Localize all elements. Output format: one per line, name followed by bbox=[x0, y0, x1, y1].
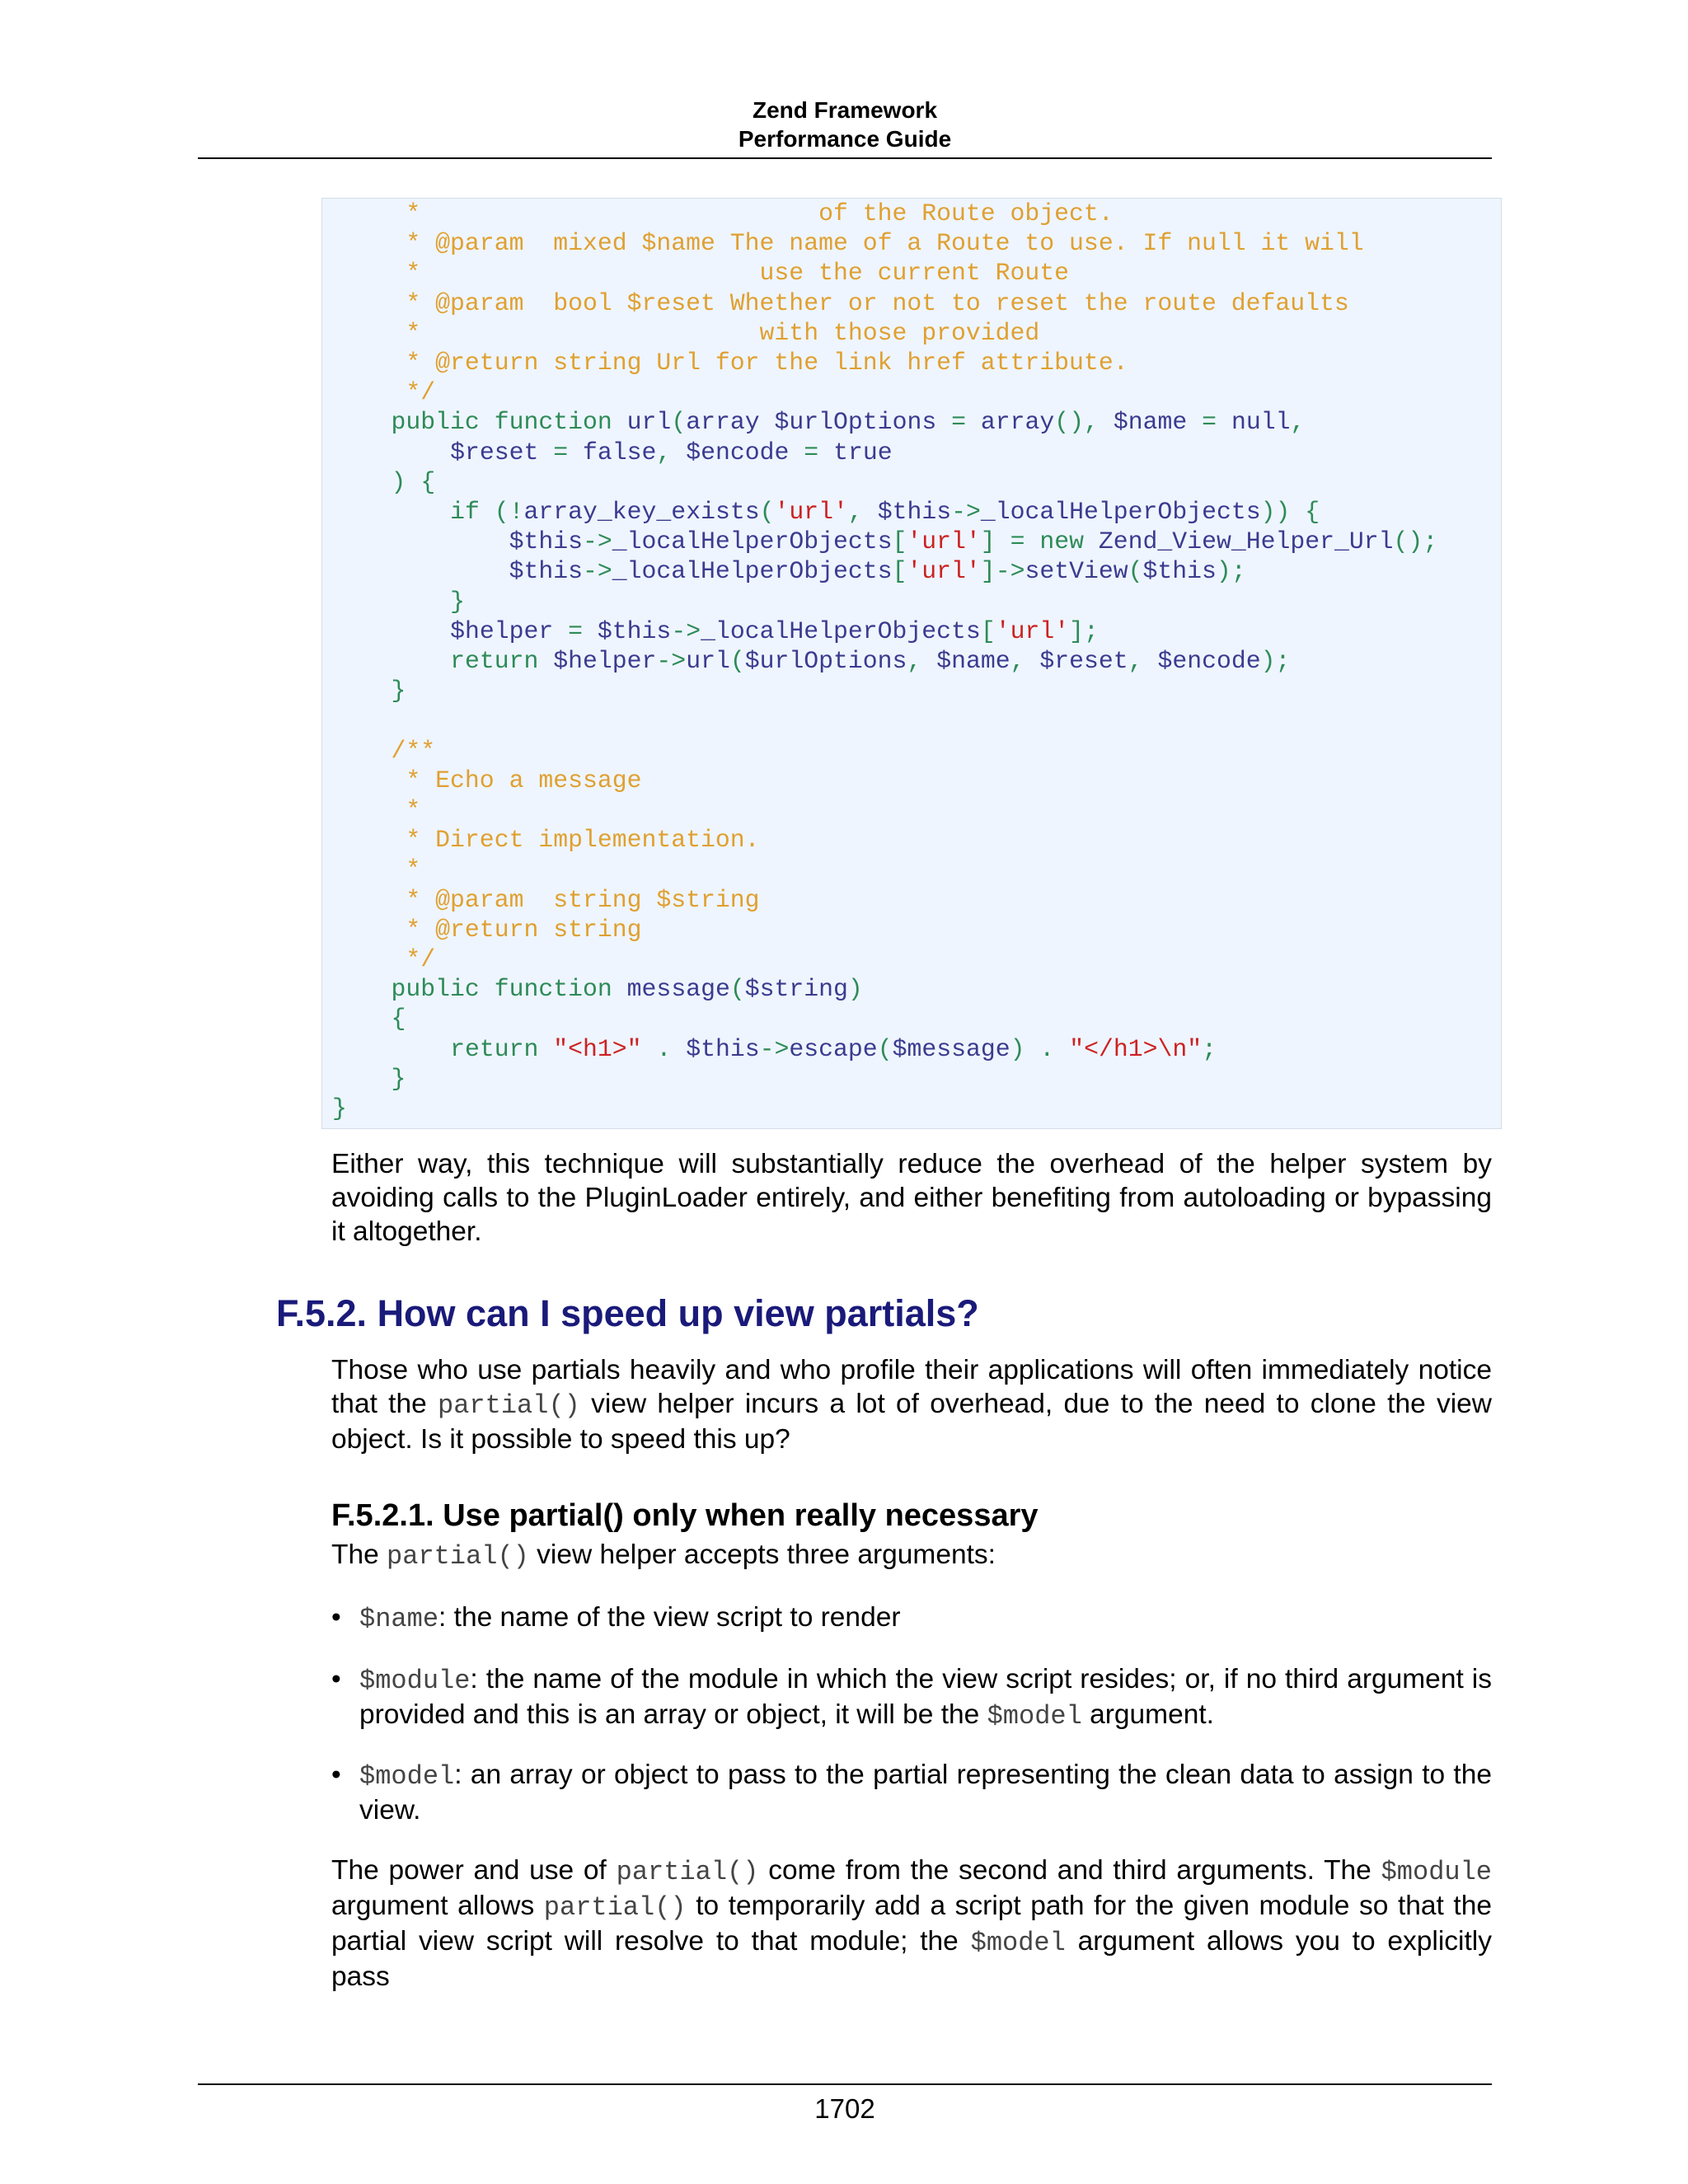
code-listing: * of the Route object. * @param mixed $name The name of a Route to use. If null it will * use the current Route * @param bool $reset Whether or not to reset the route defaults * with those provided * @return string Url for the link href attribute. */ public function url(array $urlOptions = array(), $name = null, $reset = false, $encode = true ) { if (!array_key_exists('url', $this->_localHelperObjects)) { $this->_localHelperObjects['url'] = new Zend_View_Helper_Url(); $this->_localHelperObjects['url']->setView($this); } $helper = $this->_localHelperObjects['url']; return $helper->url($urlOptions, $name, $reset, $encode); } /** * Echo a message * * Direct implementation. * * @param string $string * @return string */ public function message($string) { return "<h1>" . $this->escape($message) . "</h1>\n"; } } bbox=[332, 199, 1438, 1123]
header-rule bbox=[198, 157, 1492, 159]
paragraph-arguments: The partial() view helper accepts three arguments: bbox=[331, 1540, 996, 1572]
list-item: • $name: the name of the view script to render bbox=[331, 1602, 901, 1634]
code-block bbox=[321, 198, 1502, 1129]
bullet-icon: • bbox=[331, 1760, 341, 1790]
list-item: • $model: an array or object to pass to the partial representing the clean data to assign to the view. bbox=[331, 1760, 1492, 1825]
inline-code: partial() bbox=[387, 1541, 529, 1572]
bullet-icon: • bbox=[331, 1664, 341, 1694]
paragraph-power: The power and use of partial() come from the second and third arguments. The $module argument allows partial() to temporarily add a script path for the given module so that the partial view script will resolve to that module; the $model argument allows you to explicitly pass bbox=[331, 1855, 1492, 1992]
running-header bbox=[198, 96, 1492, 153]
header-subtitle: Performance Guide bbox=[738, 126, 952, 152]
page-number: 1702 bbox=[814, 2093, 875, 2124]
paragraph-partials: Those who use partials heavily and who profile their applications will often immediately notice that the partial() view helper incurs a lot of overhead, due to the need to clone the view object. Is it possible to speed this up? bbox=[331, 1355, 1492, 1455]
paragraph-overhead: Either way, this technique will substantially reduce the overhead of the helper system by avoiding calls to the PluginLoader entirely, and either benefiting from autoloading or bypassing it altogether. bbox=[331, 1149, 1492, 1247]
list-item: • $module: the name of the module in which the view script resides; or, if no third argument is provided and this is an array or object, it will be the $model argument. bbox=[331, 1664, 1492, 1732]
subsection-heading: F.5.2.1. Use partial() only when really necessary bbox=[331, 1498, 1039, 1533]
bullet-icon: • bbox=[331, 1602, 341, 1633]
section-heading: F.5.2. How can I speed up view partials? bbox=[276, 1292, 979, 1334]
footer-rule bbox=[198, 2083, 1492, 2085]
header-title: Zend Framework bbox=[752, 97, 938, 123]
inline-code: partial() bbox=[438, 1390, 580, 1421]
